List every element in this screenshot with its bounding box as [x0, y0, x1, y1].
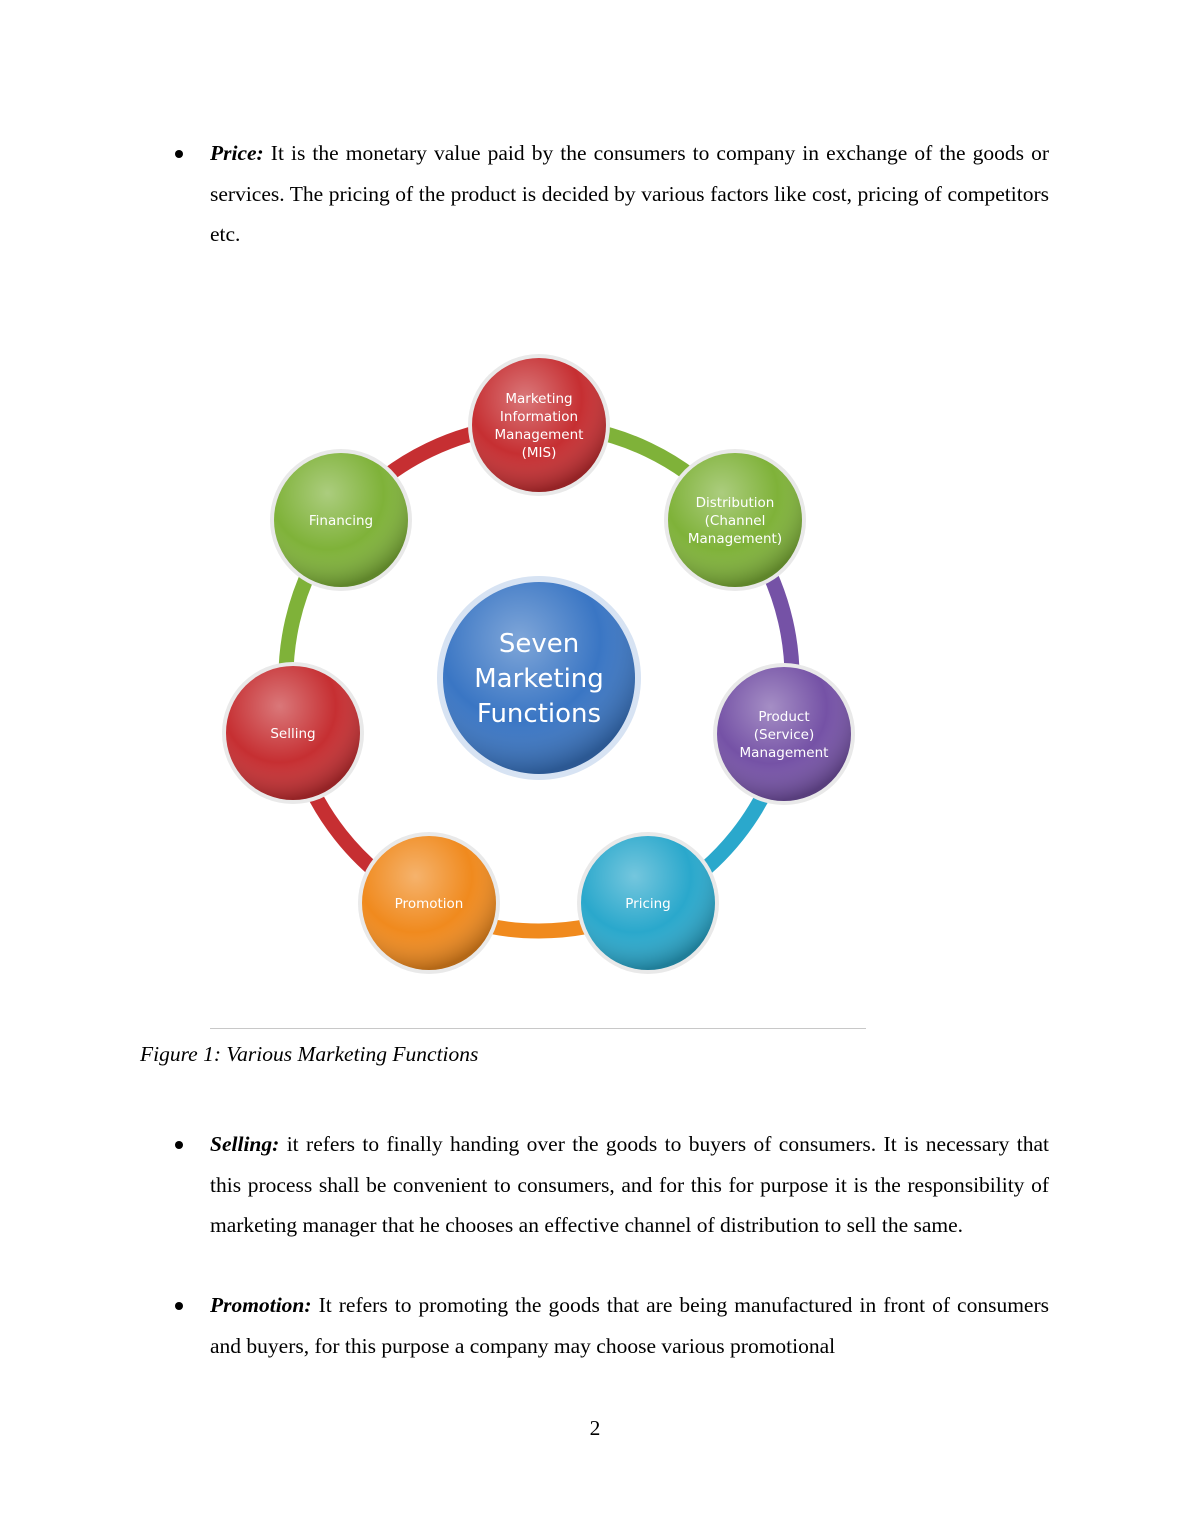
- selling-term: Selling:: [210, 1132, 280, 1156]
- marketing-functions-diagram: [215, 345, 865, 985]
- bullet-dot: [175, 150, 183, 158]
- function-node: [664, 449, 806, 591]
- node-label-line: Selling: [270, 726, 316, 742]
- node-label-line: (MIS): [521, 445, 557, 461]
- page-number: 2: [589, 1416, 601, 1440]
- figure-divider: [210, 1028, 866, 1029]
- price-term: Price:: [210, 141, 264, 165]
- selling-paragraph: [210, 1124, 1049, 1246]
- function-node: [468, 354, 610, 496]
- promotion-term: Promotion:: [210, 1293, 312, 1317]
- function-node: [713, 663, 855, 805]
- price-text: It is the monetary value paid by the consumers to company in exchange of the goods or services. The pricing of the product is decided by various factors like cost, pricing of competitors etc.: [210, 141, 1049, 246]
- center-label-line: Functions: [476, 699, 602, 729]
- center-label-line: Marketing: [474, 664, 604, 694]
- node-label-line: Promotion: [394, 896, 464, 912]
- node-label-line: Management: [494, 427, 584, 443]
- node-label-line: Distribution: [695, 495, 775, 511]
- node-label-line: (Channel: [704, 513, 766, 529]
- node-label-line: Information: [499, 409, 579, 425]
- node-label-line: Product: [758, 709, 810, 725]
- figure-caption: Figure 1: Various Marketing Functions: [140, 1042, 479, 1066]
- promotion-text: It refers to promoting the goods that are being manufactured in front of consumers and buyers, for this purpose a company may choose various promotional: [210, 1293, 1049, 1358]
- node-label-line: (Service): [753, 727, 815, 743]
- node-label-line: Marketing: [505, 391, 573, 407]
- function-node: [577, 832, 719, 974]
- bullet-dot: [175, 1302, 183, 1310]
- function-node: [222, 662, 364, 804]
- promotion-paragraph: [210, 1285, 1049, 1366]
- center-label-line: Seven: [498, 629, 580, 659]
- function-node: [358, 832, 500, 974]
- node-label-line: Management: [739, 745, 829, 761]
- center-node: [437, 576, 641, 780]
- selling-text: it refers to finally handing over the goods to buyers of consumers. It is necessary that this process shall be convenient to consumers, and for this for purpose it is the responsibility of marketing manager that he chooses an effective channel of distribution to sell the same.: [210, 1132, 1049, 1237]
- node-label-line: Financing: [308, 513, 374, 529]
- price-paragraph: [210, 133, 1049, 255]
- node-label-line: Pricing: [625, 896, 671, 912]
- function-node: [270, 449, 412, 591]
- bullet-dot: [175, 1141, 183, 1149]
- node-label-line: Management): [687, 531, 783, 547]
